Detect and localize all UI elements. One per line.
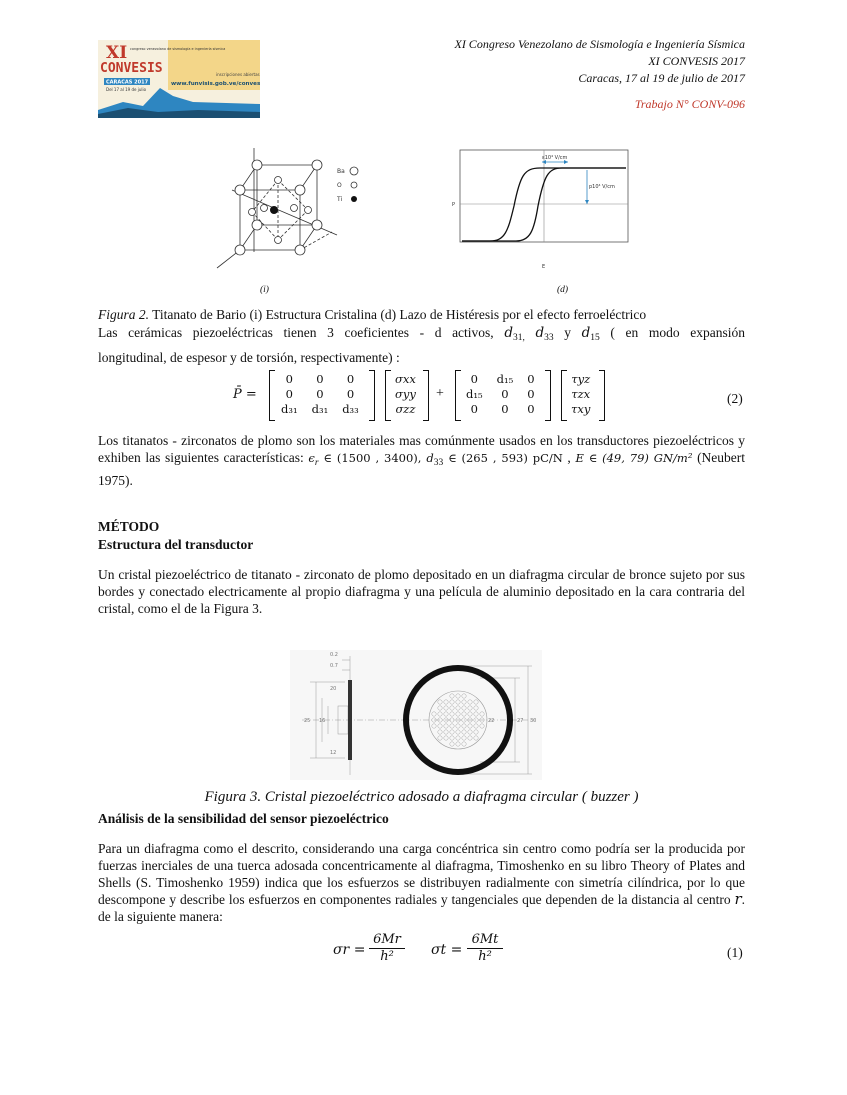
p2-d33: d <box>426 451 434 465</box>
eq2-number: (2) <box>727 391 743 406</box>
m1-cell: d₃₁ <box>311 402 329 416</box>
eq2-vector-sigma <box>385 370 429 420</box>
figure3-caption: Figura 3. Cristal piezoeléctrico adosado a diafragma circular ( buzzer ) <box>204 789 639 805</box>
heading-estructura: Estructura del transductor <box>98 537 254 552</box>
m2-cell: 0 <box>527 372 535 386</box>
figure2-caption-prefix: Figura 2. <box>98 307 150 322</box>
p2-d33-range: ∈ (265 , 593) pC/N <box>443 451 563 465</box>
m1-cell: 0 <box>285 387 293 401</box>
p2-comma: , <box>562 450 571 465</box>
legend-o: O <box>337 182 342 189</box>
p2-eps-sub: r <box>314 458 319 468</box>
equation-1 <box>333 932 513 974</box>
m1-cell: 0 <box>316 387 324 401</box>
v2-cell: τyz <box>571 372 591 386</box>
header-line3: Caracas, 17 al 19 de julio de 2017 <box>578 71 745 85</box>
logo-big: XI <box>106 43 128 63</box>
eq2-lhs: P̄ = <box>233 387 257 402</box>
hyst-y-label: P <box>452 202 456 208</box>
eq1-number: (1) <box>727 945 743 960</box>
p1-d15: d <box>581 325 591 341</box>
fig3-dim-7: 27 <box>517 718 524 724</box>
paragraph-titanates <box>98 432 745 489</box>
eq1-sr: σr = <box>333 942 366 958</box>
eq1-frac-r <box>369 932 405 964</box>
fig2-label-i: (i) <box>260 285 269 295</box>
m2-cell: d₁₅ <box>496 372 514 386</box>
paragraph-timoshenko <box>98 840 745 925</box>
v1-cell: σzz <box>395 402 416 416</box>
p2-eps-range: ∈ (1500 , 3400), <box>318 451 427 465</box>
convesis-logo <box>98 40 260 118</box>
eq1-sr-den: h² <box>380 949 394 964</box>
p2-d33-sub: 33 <box>433 458 444 468</box>
legend-ti: Ti <box>337 196 343 203</box>
p2-text: Los titanatos - zirconatos de plomo son los materiales mas comúnmente usados en los transductores piezoeléctricos y exhiben las siguientes características: <box>98 433 745 465</box>
eq2-matrix-d <box>269 370 375 420</box>
v2-cell: τxy <box>571 402 591 416</box>
paragraph-coefficients <box>98 324 745 347</box>
equation-2 <box>233 369 653 423</box>
fig3-dim-1: 0.7 <box>330 663 338 669</box>
eq1-st: σt = <box>431 942 463 958</box>
heading-analisis: Análisis de la sensibilidad del sensor piezoeléctrico <box>98 811 389 826</box>
v1-cell: σxx <box>395 372 416 386</box>
hyst-top-label: ε10⁴ V/cm <box>542 155 568 161</box>
m1-cell: 0 <box>285 372 293 386</box>
eq1-st-num: 6Mt <box>467 932 503 949</box>
p1-d33: d <box>535 325 545 341</box>
fig3-dim-4: 16 <box>319 718 326 724</box>
figure2-caption-text: Titanato de Bario (i) Estructura Cristalina (d) Lazo de Histéresis por el efecto ferroeléctrico <box>149 307 647 322</box>
fig3-dim-8: 30 <box>530 718 537 724</box>
fig3-dim-6: 22 <box>488 718 495 724</box>
fig3-dim-0: 0.2 <box>330 652 338 658</box>
p1-y: y <box>553 325 582 340</box>
p2-eps: ϵ <box>308 451 315 465</box>
logo-small: congreso venezolano de sismología e ingeniería sísmica <box>130 47 226 51</box>
crystal-structure-figure <box>212 140 372 270</box>
header-line1: XI Congreso Venezolano de Sismología e Ingeniería Sísmica <box>454 37 745 51</box>
hyst-x-label: E <box>542 264 546 270</box>
eq1-st-den: h² <box>478 949 492 964</box>
buzzer-figure <box>290 650 542 780</box>
m1-cell: d₃₃ <box>342 402 359 416</box>
p1-text-b: ( en modo expansión <box>599 325 745 340</box>
v2-cell: τzx <box>571 387 591 401</box>
m2-cell: 0 <box>501 402 509 416</box>
fig2-label-d: (d) <box>557 285 569 295</box>
hyst-right-label: p10⁴ V/cm <box>589 184 615 190</box>
logo-reg: inscripciones abiertas <box>216 72 260 77</box>
eq2-plus: + <box>436 386 444 401</box>
p4-text-b: . de la siguiente manera: <box>98 892 745 924</box>
header-work-number: Trabajo N° CONV-096 <box>634 97 745 111</box>
eq1-frac-t <box>467 932 503 964</box>
paragraph-structure: Un cristal piezoeléctrico de titanato - zirconato de plomo depositado en un diafragma circular de bronce sujeto por sus bordes y conectado electricamente al propio diafragma y una película de aluminio depositado en la cara contraria del cristal, como el de la Figura 3. <box>98 567 745 616</box>
logo-url: www.funvisis.gob.ve/convesis <box>171 81 260 87</box>
m2-cell: 0 <box>527 387 535 401</box>
p1-d31: d <box>504 325 513 341</box>
hysteresis-figure <box>450 146 632 272</box>
logo-city: CARACAS 2017 <box>106 79 149 86</box>
m2-cell: d₁₅ <box>466 387 483 401</box>
legend-ba: Ba <box>337 168 345 175</box>
fig3-dim-5: 12 <box>330 750 337 756</box>
header-conference <box>454 36 745 87</box>
m2-cell: 0 <box>527 402 535 416</box>
p2-ref: (Neubert 1975). <box>98 450 746 488</box>
heading-metodo: MÉTODO <box>98 519 160 534</box>
m1-cell: 0 <box>346 372 355 386</box>
p4-text: Para un diafragma como el descrito, considerando una carga concéntrica sin centro como podría ser la producida por fuerzas inerciales de una tuerca adosada concentricamente al diafragma, Timoshenko en su libro Theory of Plates and Shells (S. Timoshenko 1959) indica que los esfuerzos se distribuyen radialmente con simetría cilíndrica, por lo que descompone y describe los esfuerzos en componentes radiales y tangenciales que dependen de la distancia al centro <box>98 841 745 907</box>
m2-cell: 0 <box>501 387 509 401</box>
m1-cell: d₃₁ <box>281 402 298 416</box>
eq2-vector-tau <box>561 370 605 420</box>
p1-d31-sub: 31, <box>512 333 525 343</box>
logo-name: CONVESIS <box>100 61 163 76</box>
m2-cell: 0 <box>470 402 478 416</box>
header-line2: XI CONVESIS 2017 <box>648 54 745 68</box>
paragraph-coefficients-line2: longitudinal, de espesor y de torsión, respectivamente) : <box>98 350 400 365</box>
m1-cell: 0 <box>346 387 355 401</box>
figure2-caption <box>98 306 745 323</box>
p4-r: r <box>734 890 742 908</box>
p2-modulus: E ∈ (49, 79) GN/m² <box>575 451 693 465</box>
eq1-sr-num: 6Mr <box>369 932 405 949</box>
fig3-dim-3: 25 <box>304 718 311 724</box>
v1-cell: σyy <box>395 387 416 401</box>
eq2-matrix-d15 <box>455 370 551 420</box>
m2-cell: 0 <box>470 372 478 386</box>
p1-text-a: Las cerámicas piezoeléctricas tienen 3 coeficientes - d activos, <box>98 325 505 340</box>
m1-cell: 0 <box>316 372 324 386</box>
p1-d33-sub: 33 <box>544 333 554 343</box>
logo-dates: Del 17 al 19 de julio <box>106 87 147 92</box>
fig3-dim-2: 20 <box>330 686 337 692</box>
p1-d15-sub: 15 <box>590 333 600 343</box>
